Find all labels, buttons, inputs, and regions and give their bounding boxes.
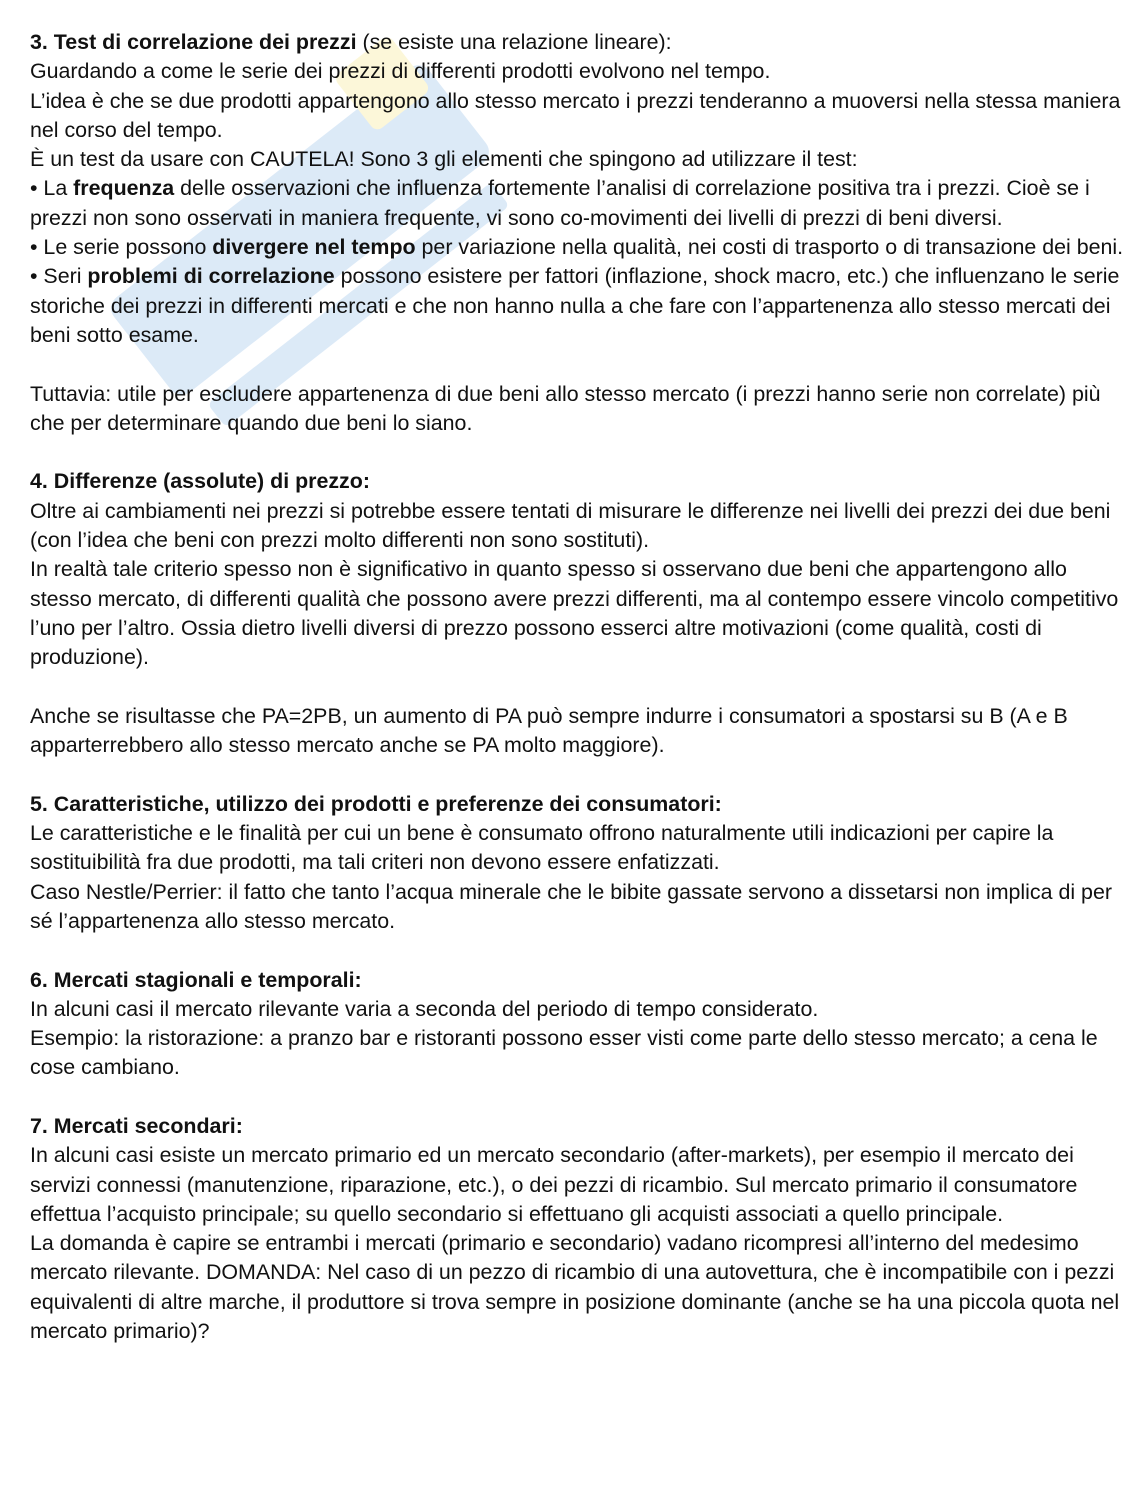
section-7-paragraph-1: In alcuni casi esiste un mercato primario ed un mercato secondario (after-markets), per esempio il mercato dei servizi connessi (manutenzione, riparazione, etc.), o dei pezzi di ricambio. Sul mercato primario il consumatore effettua l’acquisto principale; su quello secondario si effettuano gli acquisti associati a quello principale. <box>30 1143 1078 1226</box>
section-4-title: Differenze (assolute) di prezzo: <box>53 469 370 494</box>
section-6-paragraph-1: In alcuni casi il mercato rilevante varia a seconda del periodo di tempo considerato. <box>30 996 819 1021</box>
section-6-number: 6. <box>30 967 54 992</box>
bullet-divergere <box>30 233 1130 262</box>
section-4-heading <box>30 467 1130 496</box>
section-6-paragraph-2: Esempio: la ristorazione: a pranzo bar e ristoranti possono esser visti come parte dello stesso mercato; a cena le cose cambiano. <box>30 1026 1098 1080</box>
section-3-title-rest: (se esiste una relazione lineare): <box>356 30 672 54</box>
section-7-paragraph-2: La domanda è capire se entrambi i mercati (primario e secondario) vadano ricompresi all’interno del medesimo mercato rilevante. DOMANDA: Nel caso di un pezzo di ricambio di una autovettura, che è incompatibile con i pezzi equivalenti di altre marche, il produttore si trova sempre in posizione dominante (anche se ha una piccola quota nel mercato primario)? <box>30 1231 1120 1344</box>
section-3-line-2: L’idea è che se due prodotti appartengono allo stesso mercato i prezzi tenderanno a muoversi nella stessa maniera nel corso del tempo. <box>30 88 1121 142</box>
section-5-heading <box>30 790 1130 819</box>
bullet-3-text: possono esistere per fattori (inflazione, shock macro, etc.) che influenzano le serie storiche dei prezzi in differenti mercati e che non hanno nulla a che fare con l’appartenenza allo stesso mercati dei beni sotto esame. <box>30 264 1120 347</box>
bullet-frequenza <box>30 174 1130 233</box>
bullet-2-text: per variazione nella qualità, nei costi di trasporto o di transazione dei beni. <box>415 235 1124 260</box>
section-5-paragraph-2: Caso Nestle/Perrier: il fatto che tanto l’acqua minerale che le bibite gassate servono a dissetarsi non implica di per sé l’appartenenza allo stesso mercato. <box>30 879 1112 933</box>
section-6-heading <box>30 966 1130 995</box>
section-4-paragraph-2: In realtà tale criterio spesso non è significativo in quanto spesso si osservano due beni che appartengono allo stesso mercato, di differenti qualità che possono avere prezzi differenti, ma al contempo essere vincolo competitivo l’uno per l’altro. Ossia dietro livelli diversi di prezzo possono esserci altre motivazioni (come qualità, costi di produzione). <box>30 557 1119 670</box>
bullet-1-text: delle osservazioni che influenza fortemente l’analisi di correlazione positiva tra i prezzi. Cioè se i prezzi non sono osservati in maniera frequente, vi sono co-movimenti dei livelli di prezzi di beni diversi. <box>30 176 1090 230</box>
bullet-3-keyword: problemi di correlazione <box>87 264 335 289</box>
section-3-number: 3. <box>30 30 54 54</box>
section-5-number: 5. <box>30 791 54 816</box>
bullet-2-keyword: divergere nel tempo <box>212 235 416 260</box>
bullet-problemi <box>30 262 1130 350</box>
section-3-line-1: Guardando a come le serie dei prezzi di differenti prodotti evolvono nel tempo. <box>30 59 771 84</box>
section-7-heading <box>30 1112 1130 1141</box>
section-5-paragraph-1: Le caratteristiche e le finalità per cui un bene è consumato offrono naturalmente utili indicazioni per capire la sostituibilità fra due prodotti, ma tali criteri non devono essere enfatizzati. <box>30 821 1054 875</box>
section-3-title: Test di correlazione dei prezzi <box>53 30 357 54</box>
section-5-title: Caratteristiche, utilizzo dei prodotti e preferenze dei consumatori: <box>53 791 722 816</box>
section-4-paragraph-3: Anche se risultasse che PA=2PB, un aumento di PA può sempre indurre i consumatori a spostarsi su B (A e B apparterrebbero allo stesso mercato anche se PA molto maggiore). <box>30 703 1068 758</box>
bullet-1-prefix: • La <box>30 176 74 201</box>
section-4-number: 4. <box>30 469 54 494</box>
section-3-heading <box>30 28 1130 57</box>
section-4-paragraph-1: Oltre ai cambiamenti nei prezzi si potrebbe essere tentati di misurare le differenze nei livelli dei prezzi dei due beni (con l’idea che beni con prezzi molto differenti non sono sostituti). <box>30 498 1111 553</box>
section-3-tuttavia: Tuttavia: utile per escludere appartenenza di due beni allo stesso mercato (i prezzi hanno serie non correlate) più che per determinare quando due beni lo siano. <box>30 381 1101 435</box>
section-7-number: 7. <box>30 1113 54 1138</box>
bullet-1-keyword: frequenza <box>73 176 175 201</box>
section-6-title: Mercati stagionali e temporali: <box>53 967 362 992</box>
document-page <box>30 28 1130 1346</box>
bullet-2-prefix: • Le serie possono <box>30 235 213 260</box>
bullet-3-prefix: • Seri <box>30 264 88 289</box>
section-3-line-3: È un test da usare con CAUTELA! Sono 3 gli elementi che spingono ad utilizzare il test: <box>30 147 858 172</box>
section-7-title: Mercati secondari: <box>53 1113 243 1138</box>
